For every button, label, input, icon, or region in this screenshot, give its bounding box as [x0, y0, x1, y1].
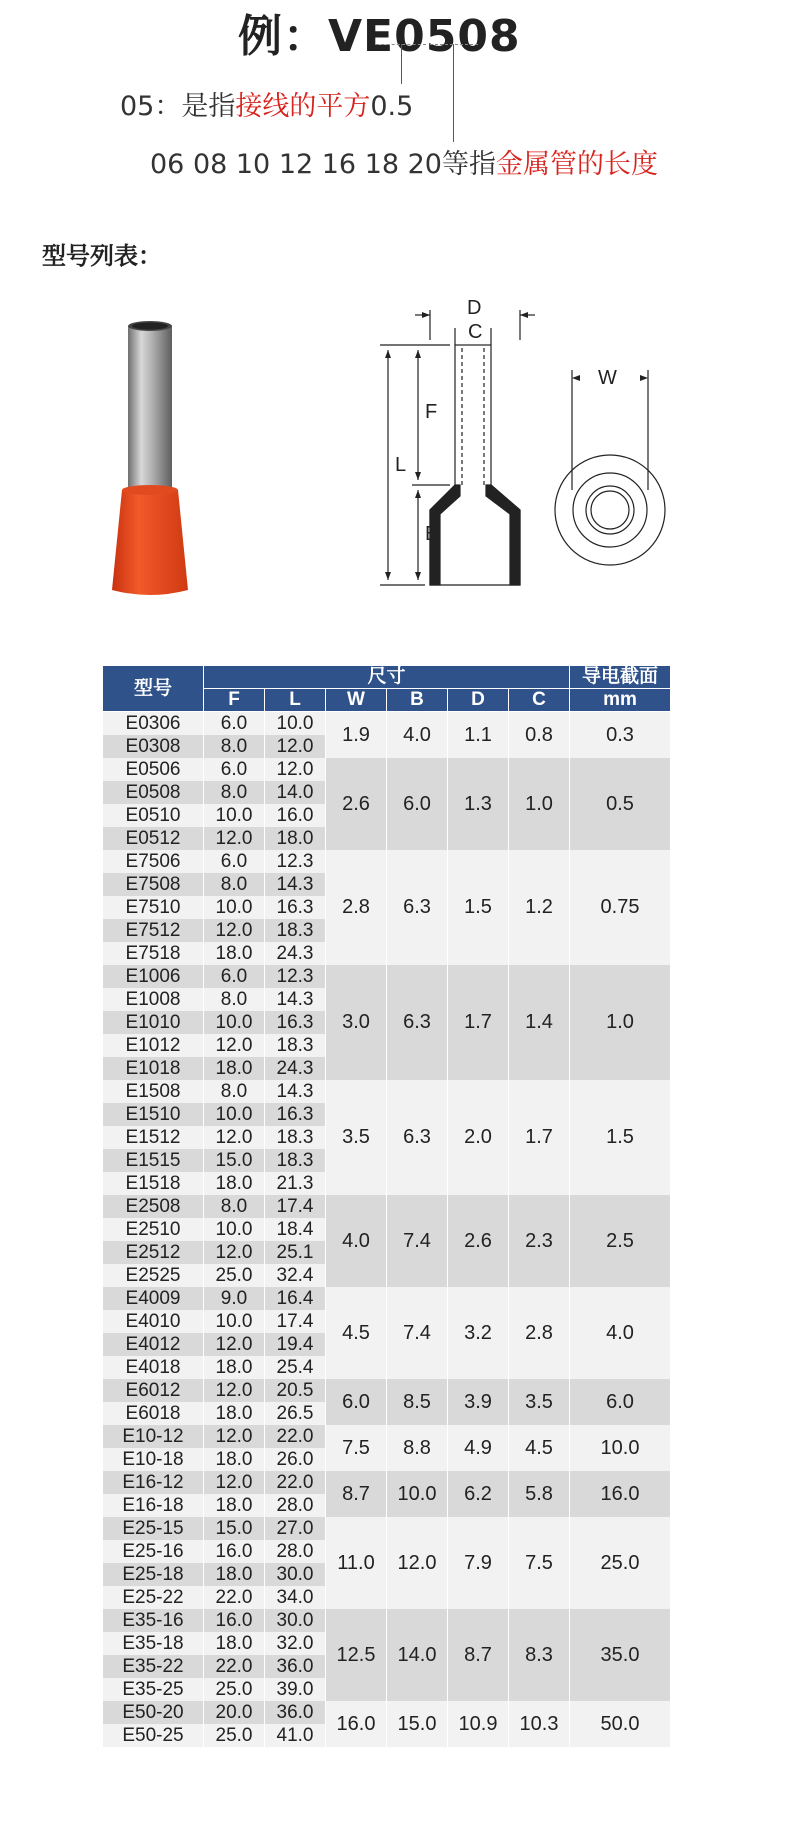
cell-model: E2512	[103, 1241, 204, 1264]
cell-cross-section: 16.0	[570, 1471, 671, 1517]
cell-model: E1518	[103, 1172, 204, 1195]
header-F: F	[204, 689, 265, 712]
cell-L: 17.4	[265, 1310, 326, 1333]
cell-B: 6.3	[387, 965, 448, 1080]
cell-F: 12.0	[204, 1241, 265, 1264]
cell-cross-section: 6.0	[570, 1379, 671, 1425]
cell-L: 26.5	[265, 1402, 326, 1425]
cell-F: 9.0	[204, 1287, 265, 1310]
cell-model: E4018	[103, 1356, 204, 1379]
cell-model: E7510	[103, 896, 204, 919]
cell-cross-section: 0.75	[570, 850, 671, 965]
cell-C: 10.3	[509, 1701, 570, 1747]
cell-model: E25-18	[103, 1563, 204, 1586]
cell-L: 32.0	[265, 1632, 326, 1655]
label-C: C	[468, 321, 483, 343]
cell-L: 26.0	[265, 1448, 326, 1471]
cell-F: 8.0	[204, 1080, 265, 1103]
cell-L: 18.3	[265, 919, 326, 942]
table-row	[103, 1425, 671, 1448]
cell-L: 12.0	[265, 735, 326, 758]
ferrule-product-image	[100, 318, 210, 596]
section-title: 型号列表：	[42, 242, 162, 270]
cell-W: 16.0	[326, 1701, 387, 1747]
cell-L: 18.3	[265, 1149, 326, 1172]
cell-D: 1.1	[448, 712, 509, 759]
cell-model: E16-12	[103, 1471, 204, 1494]
cell-L: 28.0	[265, 1494, 326, 1517]
cell-D: 1.5	[448, 850, 509, 965]
header-L: L	[265, 689, 326, 712]
cell-B: 15.0	[387, 1701, 448, 1747]
cell-W: 4.0	[326, 1195, 387, 1287]
cell-F: 18.0	[204, 1172, 265, 1195]
cell-F: 8.0	[204, 735, 265, 758]
cell-cross-section: 10.0	[570, 1425, 671, 1471]
cell-model: E7512	[103, 919, 204, 942]
table-row	[103, 1701, 671, 1724]
cell-L: 39.0	[265, 1678, 326, 1701]
cell-D: 1.7	[448, 965, 509, 1080]
cell-model: E1006	[103, 965, 204, 988]
cell-D: 2.6	[448, 1195, 509, 1287]
cell-C: 1.4	[509, 965, 570, 1080]
cell-L: 14.0	[265, 781, 326, 804]
cell-L: 27.0	[265, 1517, 326, 1540]
cell-L: 14.3	[265, 988, 326, 1011]
dimension-diagram	[360, 300, 670, 620]
line2-prefix: 06 08 10 12 16 18 20等指	[150, 149, 496, 180]
cell-F: 25.0	[204, 1264, 265, 1287]
cell-model: E25-22	[103, 1586, 204, 1609]
cell-B: 12.0	[387, 1517, 448, 1609]
cell-F: 18.0	[204, 1494, 265, 1517]
cell-model: E10-12	[103, 1425, 204, 1448]
cell-L: 17.4	[265, 1195, 326, 1218]
cell-model: E1515	[103, 1149, 204, 1172]
cell-F: 10.0	[204, 896, 265, 919]
cell-W: 2.8	[326, 850, 387, 965]
cell-L: 36.0	[265, 1701, 326, 1724]
cell-model: E25-16	[103, 1540, 204, 1563]
table-row	[103, 1609, 671, 1632]
cell-cross-section: 0.3	[570, 712, 671, 759]
cell-D: 10.9	[448, 1701, 509, 1747]
cell-L: 22.0	[265, 1425, 326, 1448]
cell-model: E1008	[103, 988, 204, 1011]
cell-L: 21.3	[265, 1172, 326, 1195]
cell-model: E10-18	[103, 1448, 204, 1471]
cell-C: 2.3	[509, 1195, 570, 1287]
header-dimensions: 尺寸	[204, 666, 570, 689]
table-body	[103, 712, 671, 1748]
cell-D: 8.7	[448, 1609, 509, 1701]
cell-W: 11.0	[326, 1517, 387, 1609]
cell-model: E25-15	[103, 1517, 204, 1540]
cell-L: 16.3	[265, 1011, 326, 1034]
cell-F: 12.0	[204, 1034, 265, 1057]
cell-F: 18.0	[204, 1057, 265, 1080]
line1-highlight: 接线的平方	[235, 91, 371, 122]
line2-highlight: 金属管的长度	[496, 149, 658, 180]
cell-F: 15.0	[204, 1517, 265, 1540]
cell-F: 22.0	[204, 1586, 265, 1609]
cell-F: 16.0	[204, 1540, 265, 1563]
cell-D: 3.2	[448, 1287, 509, 1379]
table-row	[103, 1080, 671, 1103]
cell-L: 28.0	[265, 1540, 326, 1563]
cell-F: 16.0	[204, 1609, 265, 1632]
table-row	[103, 712, 671, 736]
table-row	[103, 850, 671, 873]
cell-C: 3.5	[509, 1379, 570, 1425]
cell-model: E1010	[103, 1011, 204, 1034]
cell-model: E2508	[103, 1195, 204, 1218]
cell-F: 6.0	[204, 965, 265, 988]
label-L: L	[395, 454, 407, 476]
table-row	[103, 965, 671, 988]
cell-F: 10.0	[204, 1011, 265, 1034]
cell-B: 7.4	[387, 1287, 448, 1379]
cell-F: 6.0	[204, 712, 265, 736]
cell-D: 7.9	[448, 1517, 509, 1609]
cell-B: 4.0	[387, 712, 448, 759]
cell-L: 18.3	[265, 1126, 326, 1149]
cell-model: E7506	[103, 850, 204, 873]
cell-model: E35-16	[103, 1609, 204, 1632]
cell-L: 14.3	[265, 1080, 326, 1103]
cell-cross-section: 35.0	[570, 1609, 671, 1701]
cell-F: 12.0	[204, 919, 265, 942]
cell-model: E7518	[103, 942, 204, 965]
cell-model: E2510	[103, 1218, 204, 1241]
cell-C: 0.8	[509, 712, 570, 759]
cell-cross-section: 1.5	[570, 1080, 671, 1195]
cell-F: 12.0	[204, 1425, 265, 1448]
cell-W: 1.9	[326, 712, 387, 759]
cell-D: 3.9	[448, 1379, 509, 1425]
cell-L: 16.0	[265, 804, 326, 827]
header-D: D	[448, 689, 509, 712]
leader-line-05	[401, 44, 402, 84]
cell-C: 7.5	[509, 1517, 570, 1609]
cell-F: 10.0	[204, 804, 265, 827]
cell-W: 3.5	[326, 1080, 387, 1195]
cell-model: E4010	[103, 1310, 204, 1333]
cell-model: E35-22	[103, 1655, 204, 1678]
cell-F: 12.0	[204, 1379, 265, 1402]
cell-L: 20.5	[265, 1379, 326, 1402]
label-W: W	[598, 367, 617, 389]
cell-C: 2.8	[509, 1287, 570, 1379]
cell-D: 4.9	[448, 1425, 509, 1471]
cell-L: 22.0	[265, 1471, 326, 1494]
cell-model: E0512	[103, 827, 204, 850]
line1-suffix: 0.5	[370, 91, 414, 122]
cell-F: 12.0	[204, 1126, 265, 1149]
cell-model: E35-25	[103, 1678, 204, 1701]
cell-model: E1512	[103, 1126, 204, 1149]
cell-F: 18.0	[204, 942, 265, 965]
cell-L: 18.0	[265, 827, 326, 850]
cell-F: 12.0	[204, 1471, 265, 1494]
header-unit: mm	[570, 689, 671, 712]
cell-C: 8.3	[509, 1609, 570, 1701]
cell-model: E0308	[103, 735, 204, 758]
cell-W: 2.6	[326, 758, 387, 850]
cell-F: 15.0	[204, 1149, 265, 1172]
cell-model: E1012	[103, 1034, 204, 1057]
cell-F: 25.0	[204, 1678, 265, 1701]
cell-F: 18.0	[204, 1402, 265, 1425]
cell-L: 41.0	[265, 1724, 326, 1747]
cell-L: 12.3	[265, 850, 326, 873]
cell-model: E0506	[103, 758, 204, 781]
cell-C: 1.2	[509, 850, 570, 965]
cell-cross-section: 25.0	[570, 1517, 671, 1609]
cell-model: E16-18	[103, 1494, 204, 1517]
cell-cross-section: 4.0	[570, 1287, 671, 1379]
cell-L: 25.4	[265, 1356, 326, 1379]
cell-L: 16.3	[265, 896, 326, 919]
cell-L: 24.3	[265, 942, 326, 965]
cell-W: 6.0	[326, 1379, 387, 1425]
table-row	[103, 1471, 671, 1494]
cell-L: 19.4	[265, 1333, 326, 1356]
cell-B: 10.0	[387, 1471, 448, 1517]
cell-F: 10.0	[204, 1218, 265, 1241]
cell-D: 2.0	[448, 1080, 509, 1195]
cell-F: 12.0	[204, 1333, 265, 1356]
cell-B: 8.8	[387, 1425, 448, 1471]
header-W: W	[326, 689, 387, 712]
cell-L: 16.3	[265, 1103, 326, 1126]
label-D: D	[467, 300, 482, 319]
cell-model: E1510	[103, 1103, 204, 1126]
cell-F: 8.0	[204, 988, 265, 1011]
cell-model: E50-25	[103, 1724, 204, 1747]
cell-L: 34.0	[265, 1586, 326, 1609]
cell-L: 32.4	[265, 1264, 326, 1287]
label-F: F	[425, 401, 438, 423]
cell-model: E0508	[103, 781, 204, 804]
cell-model: E35-18	[103, 1632, 204, 1655]
cell-C: 4.5	[509, 1425, 570, 1471]
header-B: B	[387, 689, 448, 712]
cell-F: 8.0	[204, 1195, 265, 1218]
cell-L: 36.0	[265, 1655, 326, 1678]
cell-model: E7508	[103, 873, 204, 896]
explanation-line-1	[120, 84, 413, 123]
cell-L: 25.1	[265, 1241, 326, 1264]
cell-F: 18.0	[204, 1448, 265, 1471]
cell-W: 4.5	[326, 1287, 387, 1379]
cell-L: 12.3	[265, 965, 326, 988]
cell-model: E50-20	[103, 1701, 204, 1724]
cell-F: 8.0	[204, 873, 265, 896]
cell-F: 6.0	[204, 758, 265, 781]
cell-W: 7.5	[326, 1425, 387, 1471]
cell-model: E1018	[103, 1057, 204, 1080]
header-cross-section: 导电截面	[570, 666, 671, 689]
cell-model: E4012	[103, 1333, 204, 1356]
cell-cross-section: 1.0	[570, 965, 671, 1080]
cell-D: 6.2	[448, 1471, 509, 1517]
cell-cross-section: 0.5	[570, 758, 671, 850]
cell-model: E6018	[103, 1402, 204, 1425]
cell-L: 10.0	[265, 712, 326, 736]
cell-B: 8.5	[387, 1379, 448, 1425]
explanation-line-2	[150, 142, 658, 181]
cell-W: 12.5	[326, 1609, 387, 1701]
cell-C: 5.8	[509, 1471, 570, 1517]
cell-cross-section: 2.5	[570, 1195, 671, 1287]
cell-B: 6.3	[387, 850, 448, 965]
cell-L: 30.0	[265, 1609, 326, 1632]
cell-L: 16.4	[265, 1287, 326, 1310]
cell-F: 6.0	[204, 850, 265, 873]
cell-F: 20.0	[204, 1701, 265, 1724]
cell-L: 24.3	[265, 1057, 326, 1080]
cell-D: 1.3	[448, 758, 509, 850]
cell-F: 8.0	[204, 781, 265, 804]
cell-F: 12.0	[204, 827, 265, 850]
cell-F: 22.0	[204, 1655, 265, 1678]
label-B: B	[425, 523, 439, 545]
cell-model: E4009	[103, 1287, 204, 1310]
cell-F: 18.0	[204, 1356, 265, 1379]
cell-F: 25.0	[204, 1724, 265, 1747]
cell-B: 7.4	[387, 1195, 448, 1287]
cell-cross-section: 50.0	[570, 1701, 671, 1747]
cell-L: 12.0	[265, 758, 326, 781]
cell-W: 8.7	[326, 1471, 387, 1517]
table-row	[103, 1287, 671, 1310]
cell-W: 3.0	[326, 965, 387, 1080]
cell-L: 30.0	[265, 1563, 326, 1586]
cell-model: E0306	[103, 712, 204, 736]
cell-C: 1.7	[509, 1080, 570, 1195]
cell-L: 18.3	[265, 1034, 326, 1057]
leader-line-08	[453, 44, 454, 142]
cell-B: 6.3	[387, 1080, 448, 1195]
cell-L: 18.4	[265, 1218, 326, 1241]
table-row	[103, 1379, 671, 1402]
table-row	[103, 758, 671, 781]
cell-F: 18.0	[204, 1563, 265, 1586]
table-row	[103, 1517, 671, 1540]
cell-F: 10.0	[204, 1310, 265, 1333]
cell-F: 18.0	[204, 1632, 265, 1655]
model-spec-table	[102, 665, 671, 1747]
table-row	[103, 1195, 671, 1218]
example-title: 例：VE0508	[238, 11, 521, 62]
cell-C: 1.0	[509, 758, 570, 850]
cell-model: E6012	[103, 1379, 204, 1402]
cell-model: E2525	[103, 1264, 204, 1287]
cell-F: 10.0	[204, 1103, 265, 1126]
cell-B: 6.0	[387, 758, 448, 850]
header-C: C	[509, 689, 570, 712]
cell-model: E0510	[103, 804, 204, 827]
cell-B: 14.0	[387, 1609, 448, 1701]
underline-08	[430, 44, 478, 45]
cell-model: E1508	[103, 1080, 204, 1103]
cell-L: 14.3	[265, 873, 326, 896]
header-model: 型号	[103, 666, 204, 712]
line1-prefix: 05：是指	[120, 91, 236, 122]
